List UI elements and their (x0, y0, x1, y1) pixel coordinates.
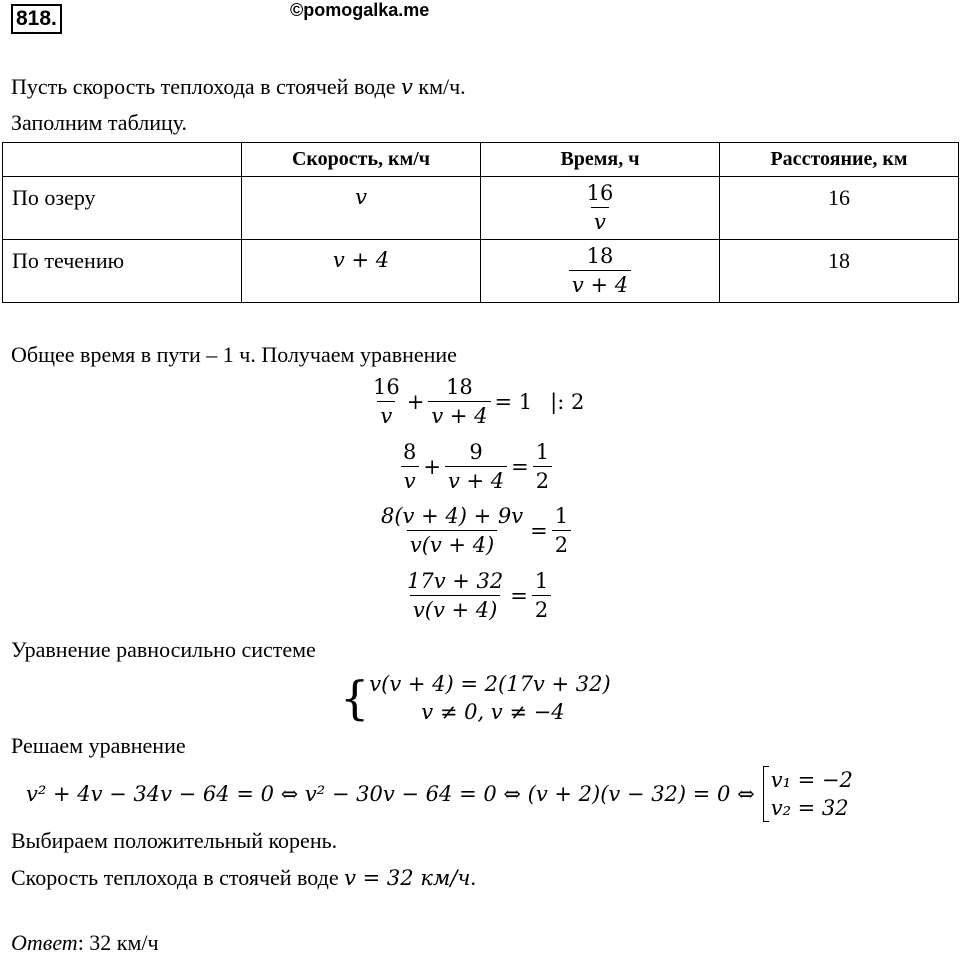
table-header-row (3, 143, 959, 177)
text-solve: Решаем уравнение (11, 733, 186, 758)
table-cell-distance: 18 (720, 240, 959, 303)
time-numerator: 18 (586, 244, 614, 268)
table-row (3, 240, 959, 303)
system-line-1: v(v + 4) = 2(17v + 32) (369, 672, 611, 696)
roots-bracket (763, 766, 853, 822)
conclusion: Скорость теплохода в стоячей воде v = 32 км/ч. (11, 865, 476, 890)
text-choose: Выбираем положительный корень. (11, 828, 338, 853)
table-cell-time (481, 240, 720, 303)
system-line-2: v ≠ 0, v ≠ −4 (421, 700, 565, 724)
equation-1: $\frac{16}{v}$ + $\frac{18}{v + 4}$ = 1 |: 2 (373, 375, 585, 428)
table-cell-time (481, 177, 720, 240)
brace: { (340, 671, 370, 725)
root-1: v₁ = −2 (770, 768, 853, 792)
equation-4: $\frac{17v + 32}{v(v + 4)}$ = $\frac{1}{2}$ (404, 567, 551, 624)
equation-system (340, 670, 611, 726)
intro-line-1 (11, 74, 466, 100)
table-row (3, 177, 959, 240)
time-numerator: 16 (586, 181, 614, 205)
table-header-empty (3, 143, 242, 177)
table-cell-distance: 16 (720, 177, 959, 240)
solution-chain (26, 766, 853, 822)
answer (11, 930, 159, 956)
site-watermark: ©pomogalka.me (290, 0, 430, 20)
intro-line-2: Заполним таблицу. (11, 110, 188, 135)
time-denominator: v (591, 207, 609, 236)
table-cell-speed: v + 4 (242, 240, 481, 303)
data-table (2, 142, 959, 303)
text-system: Уравнение равносильно системе (11, 637, 316, 662)
equation-3: $\frac{8(v + 4) + 9v}{v(v + 4)}$ = $\frac{1}{2}$ (378, 502, 571, 559)
solution-chain-text: v² + 4v − 34v − 64 = 0 ⇔ v² − 30v − 64 = 0 ⇔ (v + 2)(v − 32) = 0 ⇔ (26, 782, 755, 806)
equation-2: $\frac{8}{v}$ + $\frac{9}{v + 4}$ = $\frac{1}{2}$ (400, 438, 552, 495)
table-header-speed: Скорость, км/ч (242, 143, 481, 177)
table-cell-label: По течению (3, 240, 242, 303)
table-cell-speed: v (242, 177, 481, 240)
answer-label: Ответ (11, 930, 78, 955)
table-header-distance: Расстояние, км (720, 143, 959, 177)
var-v: v (401, 75, 413, 99)
answer-value: : 32 км/ч (77, 930, 159, 955)
intro-text: Пусть скорость теплохода в стоячей воде (11, 74, 402, 99)
table-cell-label: По озеру (3, 177, 242, 240)
table-header-time: Время, ч (481, 143, 720, 177)
time-denominator: v + 4 (569, 270, 631, 299)
text-total-time: Общее время в пути – 1 ч. Получаем уравнение (11, 342, 457, 367)
intro-unit: км/ч. (412, 74, 466, 99)
root-2: v₂ = 32 (770, 796, 849, 820)
task-number: 818. (11, 4, 62, 34)
